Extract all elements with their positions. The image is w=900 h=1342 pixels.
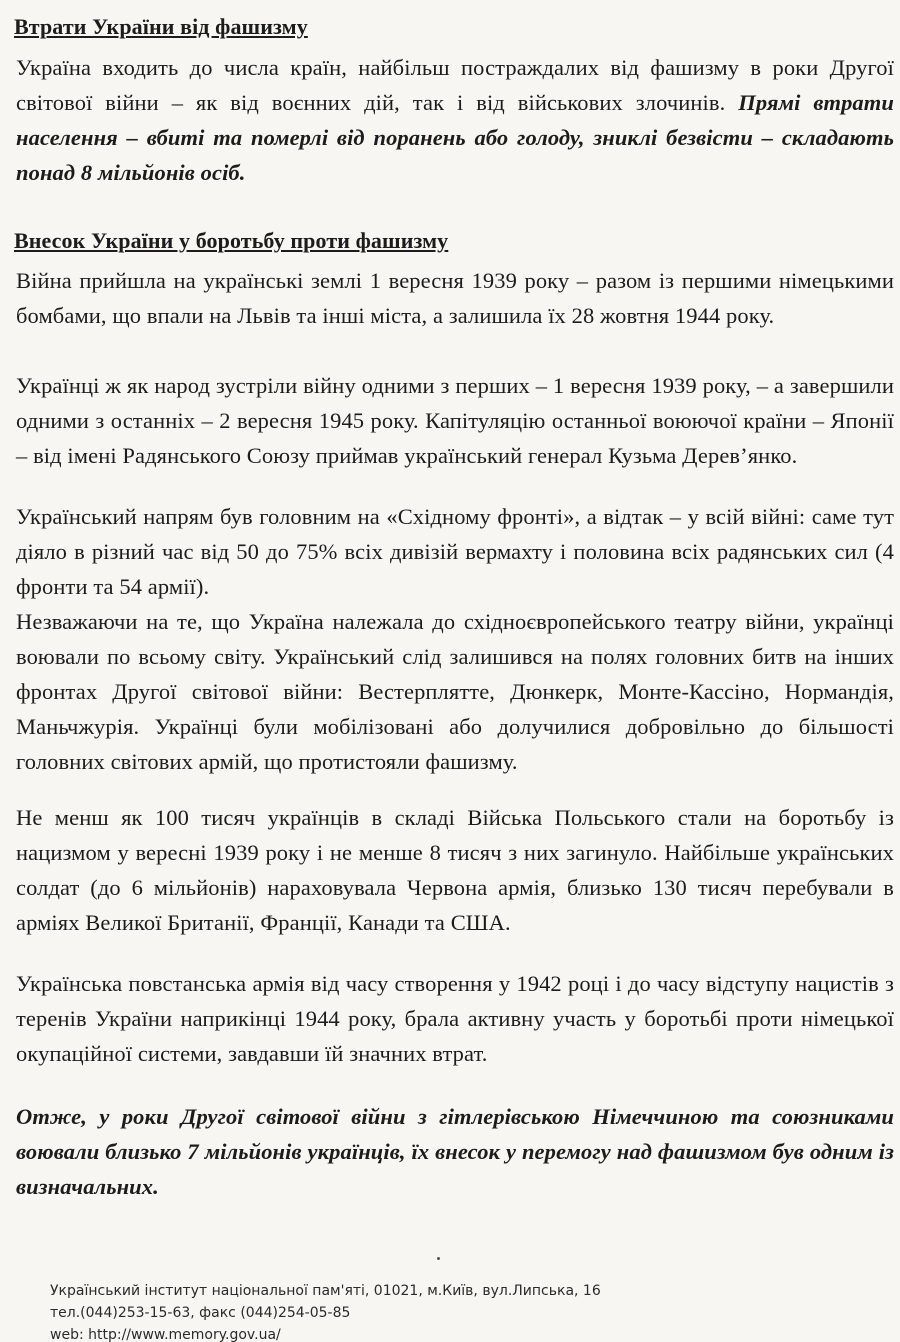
contribution-paragraph-6: Українська повстанська армія від часу створення у 1942 році і до часу відступу нацистів з теренів України наприкінці 1944 року, брала активну участь у боротьбі проти німецької окупаційної системи, завдавши їй значних втрат.: [16, 971, 894, 1066]
section-title-contribution: Внесок України у боротьбу проти фашизму: [14, 228, 449, 253]
contribution-paragraph-3: Український напрям був головним на «Східному фронті», а відтак – у всій війні: саме тут діяло в різний час від 50 до 75% всіх дивізій вермахту і половина всіх радянських сил (4 фронти та 54 армії).: [16, 504, 894, 599]
footer-web-link[interactable]: web: http://www.memory.gov.ua/: [50, 1327, 281, 1342]
footer-contacts: [50, 1280, 601, 1342]
losses-emphasis-text: Прямі втрати населення – вбиті та померлі від поранень або голоду, зниклі безвісти – складають понад 8 мільйонів осіб.: [16, 90, 894, 185]
scan-speck: [437, 1257, 440, 1260]
footer-phone: тел.(044)253-15-63, факс (044)254-05-85: [50, 1305, 351, 1321]
conclusion-paragraph: Отже, у роки Другої світової війни з гітлерівською Німеччиною та союзниками воювали близько 7 мільйонів українців, їх внесок у перемогу над фашизмом був одним із визначальних.: [16, 1104, 894, 1199]
contribution-paragraph-5: Не менш як 100 тисяч українців в складі Війська Польського стали на боротьбу із нацизмом у вересні 1939 року і не менше 8 тисяч з них загинуло. Найбільше українських солдат (до 6 мільйонів) нараховувала Червона армія, близько 130 тисяч перебували в арміях Великої Британії, Франції, Канади та США.: [16, 805, 894, 935]
contribution-paragraph-1: Війна прийшла на українські землі 1 вересня 1939 року – разом із першими німецькими бомбами, що впали на Львів та інші міста, а залишила їх 28 жовтня 1944 року.: [16, 268, 894, 328]
contribution-paragraph-2: Українці ж як народ зустріли війну одними з перших – 1 вересня 1939 року, – а завершили одними з останніх – 2 вересня 1945 року. Капітуляцію останньої воюючої країни – Японії – від імені Радянського Союзу приймав український генерал Кузьма Дерев’янко.: [16, 373, 894, 468]
footer-address: Український інститут національної пам'яті, 01021, м.Київ, вул.Липська, 16: [50, 1283, 601, 1299]
losses-intro-text: Україна входить до числа країн, найбільш постраждалих від фашизму в роки Другої світової війни – як від воєнних дій, так і від військових злочинів.: [16, 55, 894, 115]
section-title-losses: Втрати України від фашизму: [14, 14, 308, 39]
contribution-paragraph-4: Незважаючи на те, що Україна належала до східноєвропейського театру війни, українці воювали по всьому світу. Український слід залишився на полях головних битв на інших фронтах Другої світової війни: Вестерплятте, Дюнкерк, Монте-Кассіно, Нормандія, Маньчжурія. Українці були мобілізовані або долучилися добровільно до більшості головних світових армій, що протистояли фашизму.: [16, 609, 894, 774]
losses-paragraph: [16, 50, 894, 190]
